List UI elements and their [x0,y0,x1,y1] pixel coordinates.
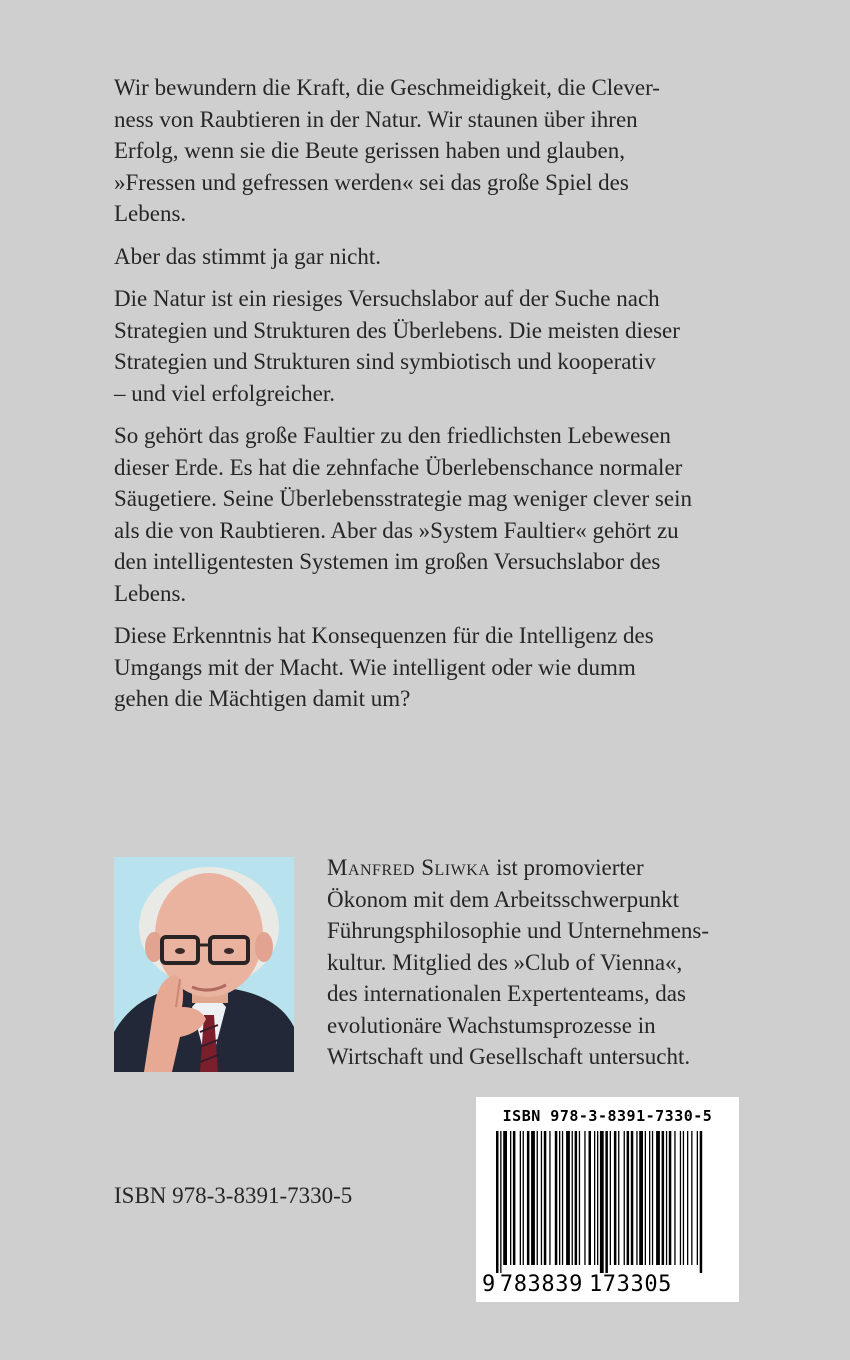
blurb-line: Wir bewundern die Kraft, die Geschmeidigkeit, die Clever- [114,75,660,100]
barcode-bar [537,1131,538,1265]
blurb-line: als die von Raubtieren. Aber das »System Faultier« gehört zu [114,517,679,543]
barcode-bar [510,1131,511,1265]
blurb-line: Strategien und Strukturen des Überlebens. Die meisten dieser [114,317,680,343]
bio-line: Wirtschaft und Gesellschaft untersucht. [327,1044,691,1069]
barcode-bar [662,1131,665,1265]
blurb-line: ness von Raubtieren in der Natur. Wir staunen über ihren [114,106,638,132]
isbn-text: ISBN 978-3-8391-7330-5 [114,1183,353,1208]
barcode-bar [555,1131,558,1265]
blurb-paragraph-4 [114,420,764,609]
blurb-line: – und viel erfolgreicher. [114,380,335,406]
author-photo [114,857,294,1072]
bio-line: des internationalen Expertenteams, das [327,981,686,1006]
bio-line: kultur. Mitglied des »Club of Vienna«, [327,949,683,975]
barcode-bar [575,1131,578,1265]
barcode-bar [566,1131,570,1265]
barcode-bar [513,1131,516,1265]
barcode-bar [656,1131,660,1265]
barcode-bar [687,1131,688,1265]
barcode-bar [605,1131,608,1273]
barcode-isbn-label: ISBN 978-3-8391-7330-5 [502,1107,713,1125]
author-bio [327,852,767,1073]
blurb-paragraph-3 [114,283,764,409]
blurb-line: den intelligentesten Systemen im großen Versuchslabor des [114,549,661,574]
barcode-bar [666,1131,667,1265]
bio-line: Führungsphilosophie und Unternehmens- [327,918,710,943]
barcode-bar [645,1131,646,1265]
barcode-bar [700,1131,703,1273]
barcode-bar [597,1131,598,1265]
blurb-paragraph-5 [114,620,764,715]
blurb-line: Lebens. [114,580,187,606]
barcode-bar [618,1131,619,1265]
bio-line: evolutionäre Wachstumsprozesse in [327,1012,656,1038]
barcode-bar [520,1131,521,1265]
barcode-bar [627,1131,630,1265]
barcode-bar [544,1131,547,1265]
bio-first-line [327,852,767,884]
barcode-bar [584,1131,585,1265]
barcode-bar [624,1131,625,1265]
barcode-bar [503,1131,507,1265]
barcode-digit-first: 9 [482,1272,496,1297]
barcode-bar [614,1131,617,1265]
barcode-bar [691,1131,692,1265]
barcode-bar [531,1131,535,1265]
barcode-bar [559,1131,560,1265]
blurb-line: So gehört das große Faultier zu den friedlichsten Lebewesen [114,423,671,448]
barcode-bar [500,1131,501,1273]
barcode-bar [572,1131,573,1265]
bio-first-line-rest: ist promovierter [490,855,644,880]
barcode-bar [639,1131,643,1265]
blurb-line: Lebens. [114,201,187,226]
barcode-bar [674,1131,675,1265]
blurb-line: Strategien und Strukturen sind symbiotisch und kooperativ [114,349,656,374]
barcode-bar [600,1131,604,1273]
blurb-line: Diese Erkenntnis hat Konsequenzen für die Intelligenz des [114,623,654,648]
barcode-bar [610,1131,611,1265]
blurb-line: Umgangs mit der Macht. Wie intelligent oder wie dumm [114,654,636,680]
blurb-line: Aber das stimmt ja gar nicht. [114,243,381,269]
barcode-bar [562,1131,563,1265]
barcode-bar [579,1131,580,1265]
barcode-digit-group-2: 173305 [588,1272,673,1297]
barcode-bar [683,1131,684,1265]
barcode-bar [523,1131,524,1265]
barcode-bar [594,1131,595,1265]
blurb-line: »Fressen und gefressen werden« sei das große Spiel des [114,169,629,195]
barcode-bar [549,1131,550,1265]
barcode-bar [652,1131,653,1265]
barcode-bar [636,1131,637,1265]
blurb-paragraph-2 [114,241,764,273]
barcode-bar [496,1131,499,1273]
barcode-bar [541,1131,542,1265]
barcode-bar [589,1131,592,1265]
barcode-bar [631,1131,634,1265]
blurb-paragraph-1 [114,72,764,230]
blurb-line: Die Natur ist ein riesiges Versuchslabor auf der Suche nach [114,286,660,311]
bio-line: Ökonom mit dem Arbeitsschwerpunkt [327,886,679,912]
barcode-digits [482,1272,672,1297]
barcode-bar [680,1131,681,1265]
blurb-line: dieser Erde. Es hat die zehnfache Überlebenschance normaler [114,454,683,480]
blurb-line: gehen die Mächtigen damit um? [114,686,411,711]
barcode-bar [649,1131,650,1265]
author-name: Manfred Sliwka [327,855,491,880]
barcode-bar [527,1131,530,1265]
barcode-digit-group-1: 783839 [499,1272,583,1297]
barcode-bar [669,1131,672,1265]
blurb-line: Säugetiere. Seine Überlebensstrategie mag weniger clever sein [114,486,692,511]
barcode [476,1097,739,1302]
back-cover-blurb [114,72,764,726]
blurb-line: Erfolg, wenn sie die Beute gerissen haben und glauben, [114,138,625,163]
barcode-bar [697,1131,698,1265]
